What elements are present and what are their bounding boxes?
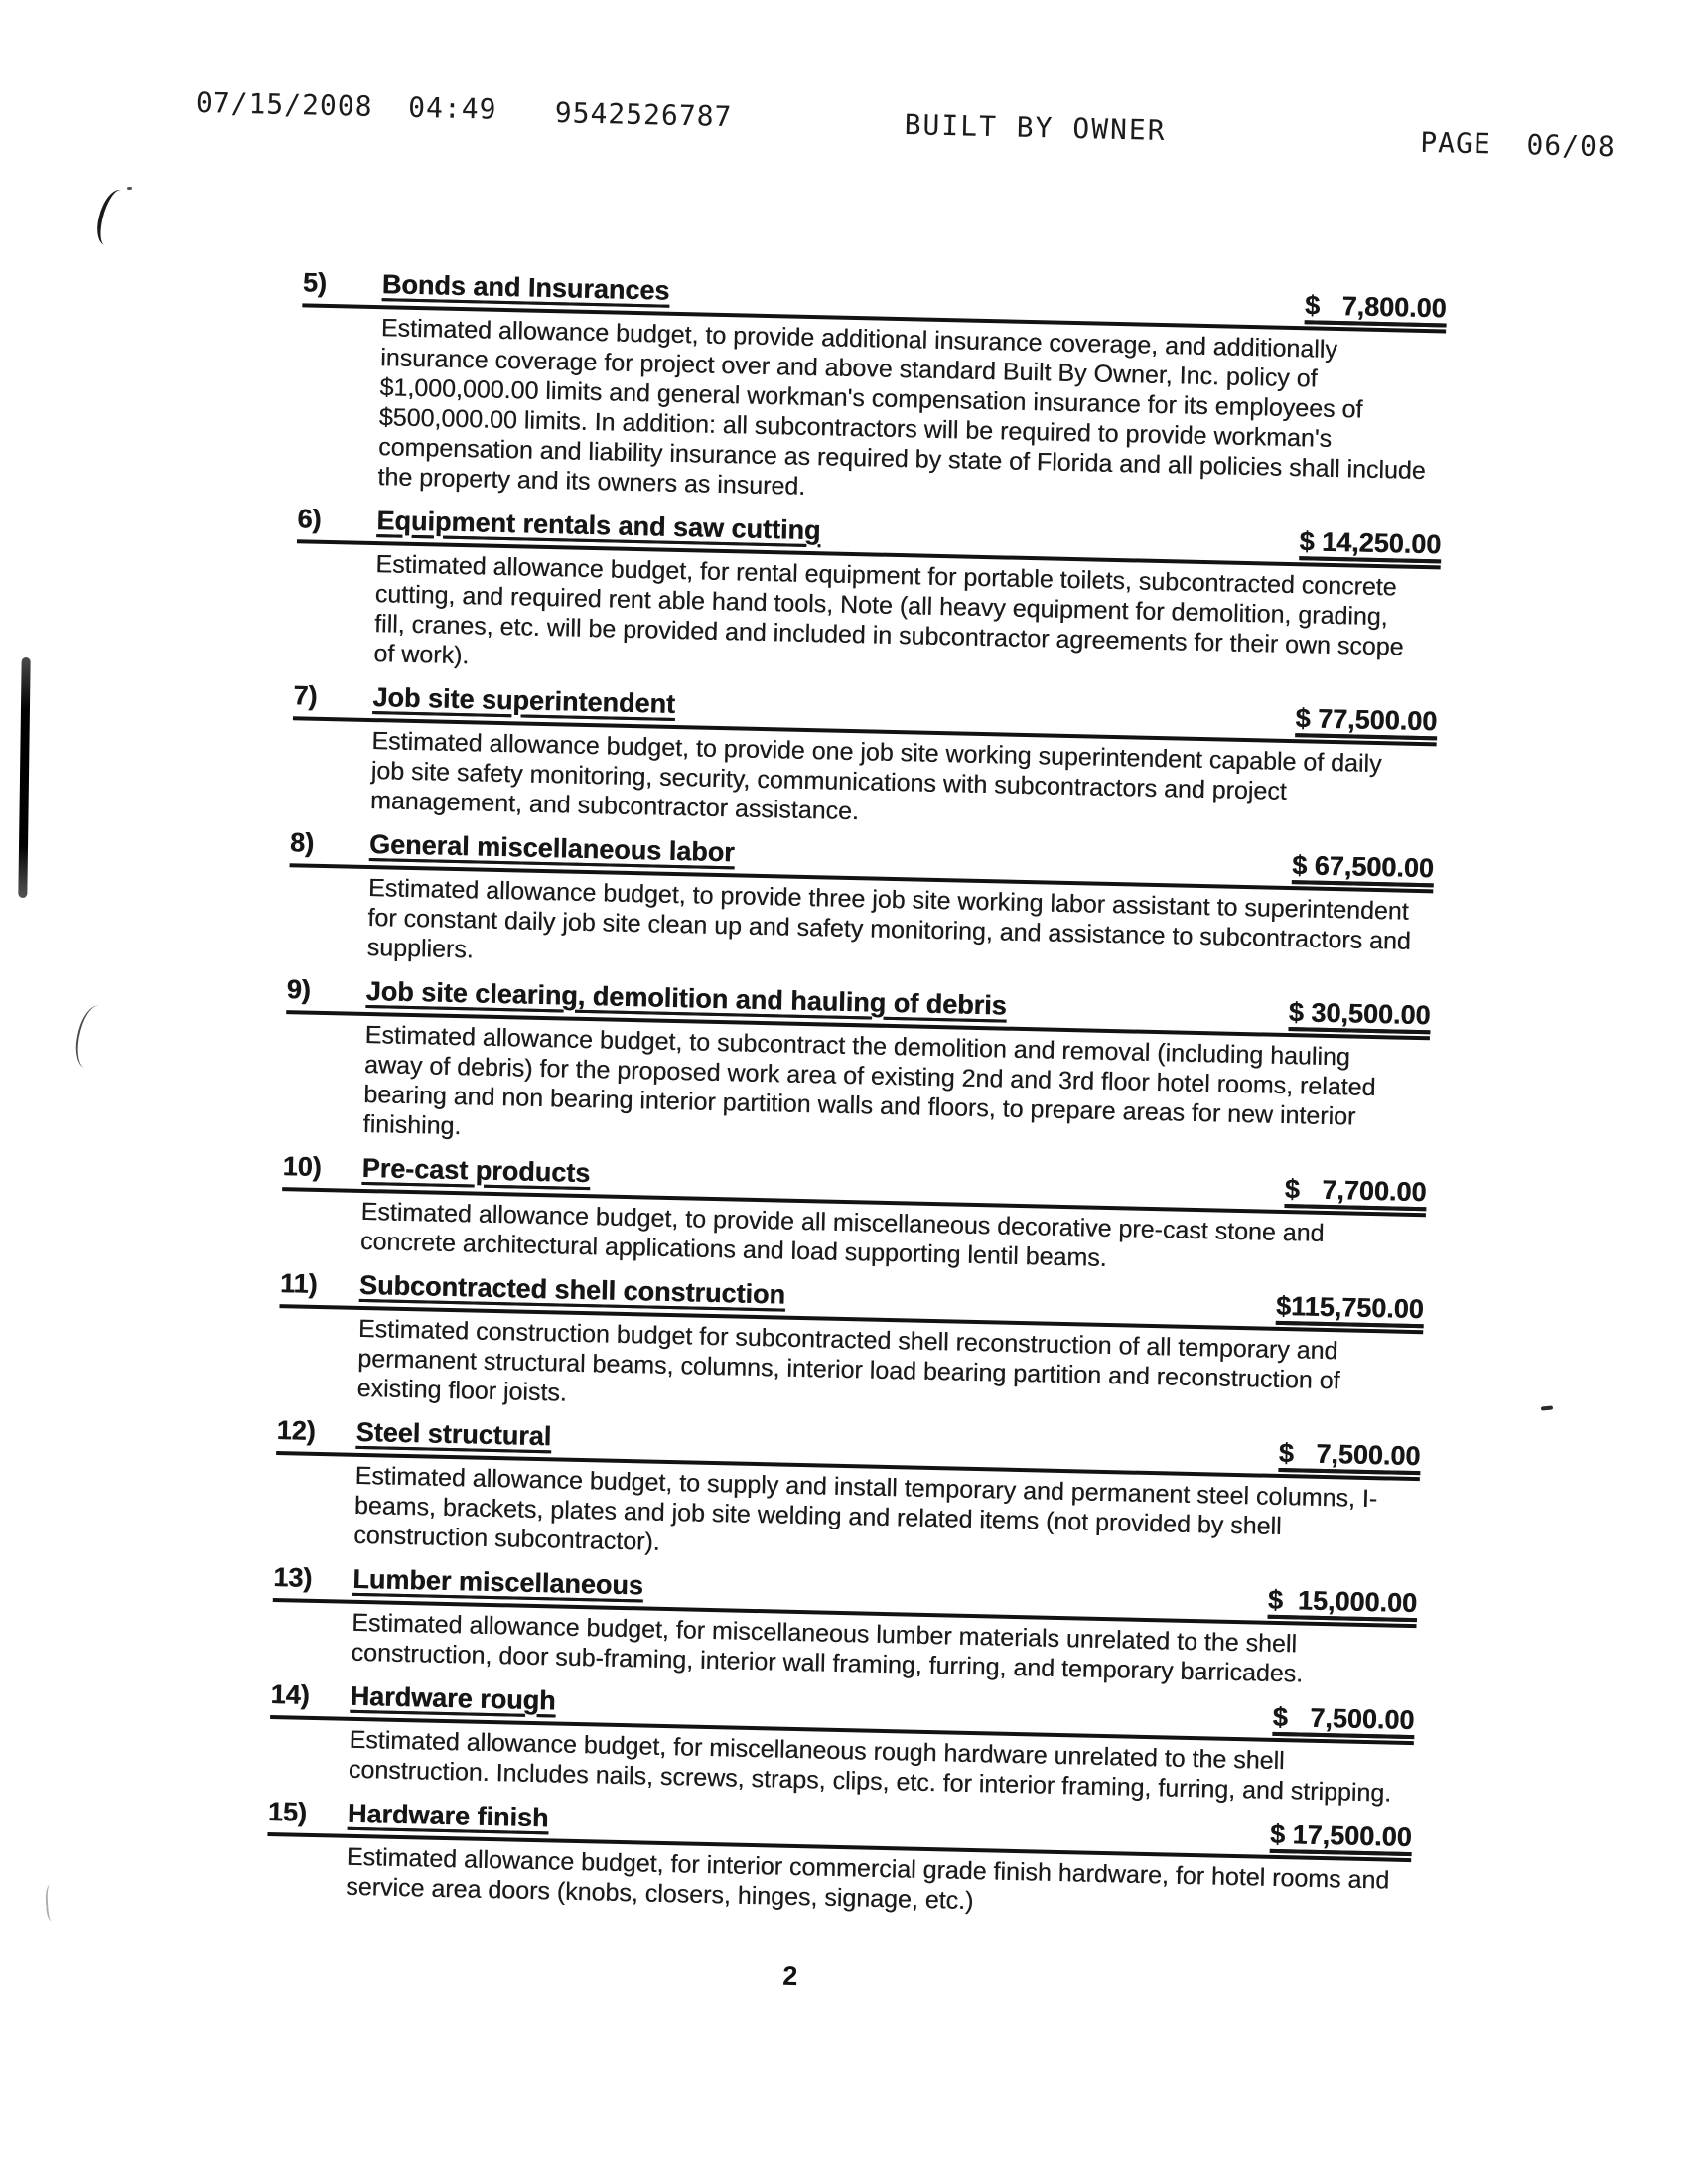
item-amount: $ 77,500.00 <box>1295 703 1438 737</box>
fax-page-indicator: PAGE 06/08 <box>1420 125 1617 164</box>
item-amount: $115,750.00 <box>1275 1290 1425 1325</box>
budget-item-13 <box>271 1562 1417 1691</box>
scan-artifact-squiggle <box>45 1885 58 1922</box>
item-title: Job site clearing, demolition and hauling of debris <box>365 975 1007 1021</box>
scan-artifact-paren-mark <box>92 186 133 248</box>
item-number: 6) <box>297 504 322 534</box>
fax-header <box>157 58 1618 164</box>
fax-date: 07/15/2008 <box>195 85 373 123</box>
scanned-sheet <box>157 58 1618 1992</box>
item-title: Lumber miscellaneous <box>352 1563 644 1601</box>
item-title: Pre-cast products <box>361 1152 591 1189</box>
item-title: Steel structural <box>355 1416 552 1452</box>
item-description: Estimated allowance budget, for interior commercial grade finish hardware, for hotel rooms and service area doors (knobs, closers, hinges, signage, etc.) <box>345 1842 1390 1916</box>
item-description: Estimated allowance budget, for miscellaneous lumber materials unrelated to the shell construction, door sub-framing, interior wall framing, furring, and temporary barricades. <box>351 1608 1304 1688</box>
scan-artifact-dash <box>1541 1405 1553 1410</box>
item-description: Estimated allowance budget, to provide all miscellaneous decorative pre-cast stone and concrete architectural applications and load supporting lentil beams. <box>359 1197 1325 1272</box>
fax-time: 04:49 <box>407 90 497 126</box>
budget-item-6 <box>294 504 1441 692</box>
item-amount: $ 7,500.00 <box>1278 1437 1421 1472</box>
budget-item-9 <box>283 974 1430 1163</box>
item-amount: $ 67,500.00 <box>1291 850 1435 884</box>
item-number: 5) <box>302 267 328 298</box>
budget-item-8 <box>287 827 1434 986</box>
budget-item-7 <box>291 680 1438 839</box>
item-amount: $ 7,700.00 <box>1284 1174 1427 1208</box>
item-amount: $ 7,800.00 <box>1304 290 1447 324</box>
item-number: 9) <box>286 974 312 1005</box>
scan-artifact-paren-mark <box>72 1003 113 1071</box>
item-number: 14) <box>270 1678 311 1710</box>
item-number: 13) <box>272 1562 313 1593</box>
budget-item-5 <box>298 267 1447 515</box>
item-title: Hardware finish <box>347 1798 549 1833</box>
item-description: Estimated allowance budget, to supply and install temporary and permanent steel columns, I-beams, brackets, plates and job site welding and related items (not provided by shell construction subcontractor). <box>352 1461 1378 1556</box>
budget-item-10 <box>281 1151 1427 1280</box>
item-number: 8) <box>289 827 315 858</box>
budget-item-11 <box>277 1268 1424 1427</box>
item-title: Job site superintendent <box>372 682 676 719</box>
item-number: 11) <box>279 1268 318 1299</box>
scan-artifact-speck <box>127 187 132 190</box>
fax-date-time <box>196 86 497 126</box>
item-title: General miscellaneous labor <box>368 829 735 868</box>
item-title: Hardware rough <box>350 1680 556 1716</box>
budget-items-list <box>266 267 1447 1940</box>
item-title: Subcontracted shell construction <box>358 1269 786 1310</box>
item-description: Estimated allowance budget, for miscellaneous rough hardware unrelated to the shell construction. Includes nails, screws, straps, clips, etc. for interior framing, furring, and stripping. <box>348 1725 1392 1808</box>
item-description: Estimated allowance budget, to provide three job site working labor assistant to superintendent for constant daily job site clean up and safety monitoring, and assistance to subcontractors and suppliers. <box>366 874 1412 964</box>
item-number: 15) <box>267 1796 308 1827</box>
item-title: Equipment rentals and saw cutting <box>376 506 821 546</box>
item-number: 12) <box>276 1415 317 1446</box>
item-number: 7) <box>293 680 318 711</box>
item-title: Bonds and Insurances <box>381 269 670 306</box>
budget-item-14 <box>269 1679 1415 1809</box>
item-description: Estimated allowance budget, to provide one job site working superintendent capable of daily job site safety monitoring, security, communications with subcontractors and project management, and subcontractor assistance. <box>369 727 1382 826</box>
item-amount: $ 7,500.00 <box>1272 1701 1415 1736</box>
fax-number: 9542526787 <box>554 96 733 134</box>
item-amount: $ 30,500.00 <box>1288 997 1431 1031</box>
budget-item-12 <box>274 1415 1421 1574</box>
item-amount: $ 14,250.00 <box>1299 526 1442 560</box>
item-amount: $ 15,000.00 <box>1267 1584 1418 1619</box>
item-amount: $ 17,500.00 <box>1269 1819 1413 1853</box>
item-description: Estimated construction budget for subcontracted shell reconstruction of all temporary and permanent structural beams, columns, interior load bearing partition and reconstruction of existing floor joists. <box>356 1314 1340 1407</box>
fax-sender-name: BUILT BY OWNER <box>904 108 1167 148</box>
item-description: Estimated allowance budget, to provide additional insurance coverage, and additionally insurance coverage for project over and above standard Built By Owner, Inc. policy of $1,000,000.00 limits and general workman's compensation insurance for its employees of $500,000.00 limits. In addition: all subcontractors will be required to provide workman's compensation and liability insurance as required by state of Florida and all policies shall include the property and its owners as insured. <box>377 314 1426 501</box>
budget-item-15 <box>266 1797 1412 1926</box>
item-description: Estimated allowance budget, to subcontract the demolition and removal (including hauling away of debris) for the proposed work area of existing 2nd and 3rd floor hotel rooms, related bearing and non bearing interior partition walls and floors, to prepare areas for new interior finishing. <box>362 1020 1376 1141</box>
scan-artifact-edge-streak <box>18 657 30 898</box>
page-number: 2 <box>781 1961 798 1992</box>
item-number: 10) <box>282 1151 323 1182</box>
item-description: Estimated allowance budget, for rental equipment for portable toilets, subcontracted concrete cutting, and required rent able hand tools, Note (all heavy equipment for demolition, grading, fill, cranes, etc. will be provided and included in subcontractor agreements for their own scope of work). <box>373 550 1404 670</box>
